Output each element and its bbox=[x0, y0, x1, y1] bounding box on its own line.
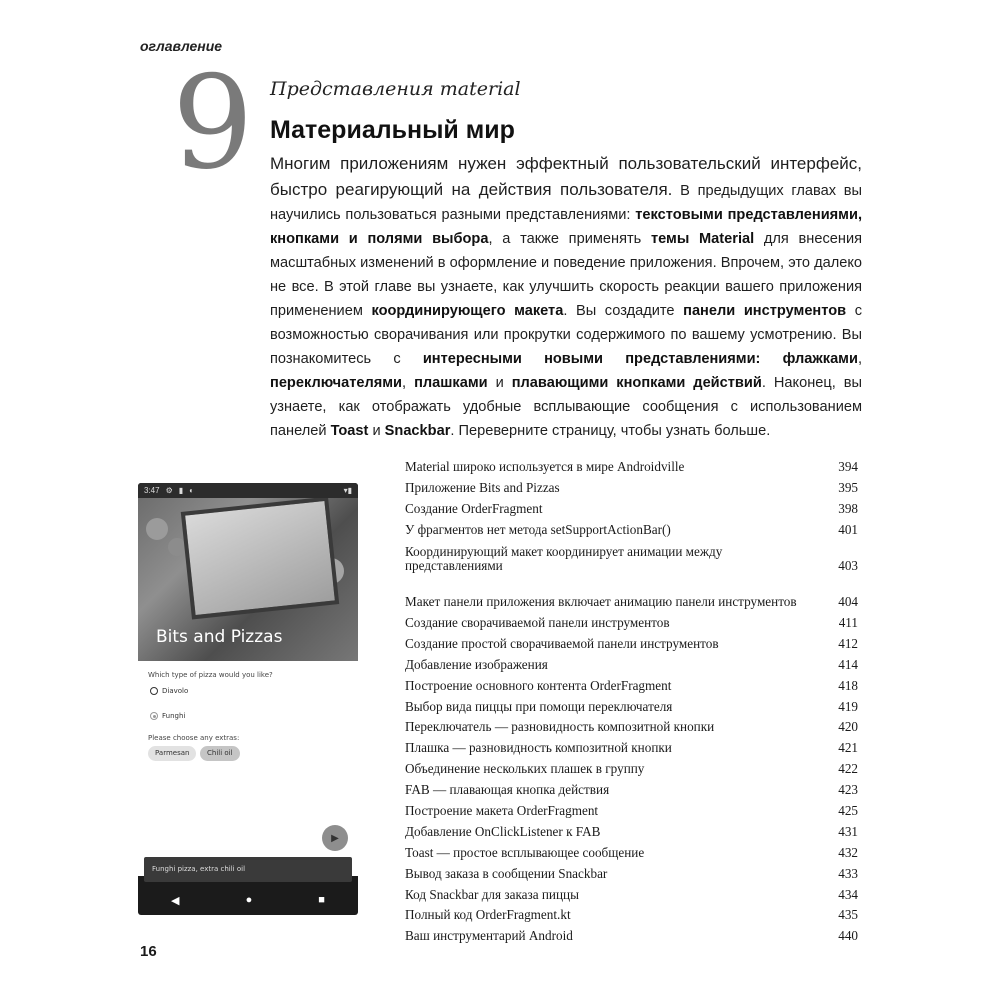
intro-bold: плашками bbox=[414, 375, 488, 391]
intro-bold: текстовыми представлениями, кнопками и полями выбора bbox=[270, 207, 863, 247]
intro-bold: переключателями bbox=[270, 375, 403, 391]
radio-label: Funghi bbox=[162, 712, 186, 720]
intro-text: В предыдущих главах вы научились пользоваться разными представлениями: bbox=[270, 183, 862, 223]
toc-entry-title: Добавление OnClickListener к FAB bbox=[405, 823, 601, 839]
toc-entry-page: 431 bbox=[838, 823, 858, 839]
toc-entry bbox=[405, 818, 858, 839]
toc-entry bbox=[405, 496, 858, 517]
intro-bold: координирующего макета bbox=[371, 303, 564, 319]
chip-chili-oil[interactable]: Chili oil bbox=[200, 746, 240, 761]
chapter-contents bbox=[405, 454, 858, 944]
toc-entry bbox=[405, 902, 858, 923]
toc-entry-page: 435 bbox=[838, 907, 858, 923]
toc-entry-title: Переключатель — разновидность композитной кнопки bbox=[405, 719, 715, 735]
tomato-icon bbox=[146, 518, 168, 540]
intro-text: , а также применять bbox=[488, 231, 651, 247]
toc-entry bbox=[405, 839, 858, 860]
intro-text: . Вы создадите bbox=[563, 303, 684, 319]
toc-entry-title: FAB — плавающая кнопка действия bbox=[405, 782, 610, 798]
toc-entry-title: Создание сворачиваемой панели инструментов bbox=[405, 614, 670, 630]
page-number: 16 bbox=[140, 943, 157, 960]
toc-entry-title: Координирующий макет координирует анимации между представлениями bbox=[405, 543, 723, 574]
toc-entry-page: 412 bbox=[838, 635, 858, 651]
snackbar: Funghi pizza, extra chili oil bbox=[144, 857, 352, 882]
intro-text: и bbox=[487, 375, 512, 391]
toc-entry bbox=[405, 454, 858, 475]
toc-entry-page: 425 bbox=[838, 802, 858, 818]
toc-entry bbox=[405, 798, 858, 819]
toc-entry-page: 404 bbox=[838, 594, 858, 610]
status-time: 3:47 bbox=[144, 486, 160, 495]
toc-entry-page: 420 bbox=[838, 719, 858, 735]
toc-entry-title: Полный код OrderFragment.kt bbox=[405, 907, 571, 923]
intro-bold: плавающими кнопками действий bbox=[511, 375, 762, 391]
intro-bold: интересными новыми представлениями: флажками bbox=[422, 351, 858, 367]
toc-entry bbox=[405, 735, 858, 756]
toc-entry bbox=[405, 574, 858, 610]
chip-parmesan[interactable]: Parmesan bbox=[148, 746, 196, 761]
toc-entry-title: Построение основного контента OrderFragment bbox=[405, 677, 672, 693]
toc-entry bbox=[405, 651, 858, 672]
chapter-title: Материальный мир bbox=[270, 116, 515, 144]
toc-entry-page: 440 bbox=[838, 928, 858, 944]
pizza-image bbox=[181, 498, 339, 619]
battery-icon: ▾▮ bbox=[343, 486, 352, 495]
toc-entry bbox=[405, 714, 858, 735]
intro-bold: темы Material bbox=[650, 231, 755, 247]
status-bar bbox=[138, 483, 358, 498]
intro-text: с возможностью сворачивания или прокрутки содержимого по вашему усмотрению. Вы познакомитесь с bbox=[270, 303, 862, 367]
intro-text: , bbox=[402, 375, 415, 391]
chapter-intro bbox=[270, 151, 862, 443]
app-bar-image bbox=[138, 498, 358, 661]
running-head: оглавление bbox=[140, 38, 223, 54]
extras-label: Please choose any extras: bbox=[148, 734, 240, 742]
toc-entry-page: 398 bbox=[838, 501, 858, 517]
toc-entry-page: 421 bbox=[838, 740, 858, 756]
toc-entry bbox=[405, 517, 858, 538]
radio-funghi[interactable] bbox=[150, 712, 185, 720]
back-icon[interactable]: ◀ bbox=[171, 894, 180, 907]
toc-entry-page: 401 bbox=[838, 522, 858, 538]
intro-text: . Переверните страницу, чтобы узнать больше. bbox=[450, 423, 771, 439]
toc-entry-page: 411 bbox=[838, 614, 858, 630]
toc-entry-page: 422 bbox=[838, 761, 858, 777]
toc-entry-title: Выбор вида пиццы при помощи переключателя bbox=[405, 698, 673, 714]
toc-entry-title: Добавление изображения bbox=[405, 656, 548, 672]
intro-text: . Наконец, вы узнаете, как отображать удобные всплывающие сообщения с использованием панелей bbox=[270, 375, 862, 439]
toc-entry bbox=[405, 777, 858, 798]
order-content bbox=[138, 661, 358, 876]
phone-screenshot bbox=[138, 483, 358, 915]
toc-entry-title: Приложение Bits and Pizzas bbox=[405, 480, 560, 496]
toc-entry-title: Плашка — разновидность композитной кнопки bbox=[405, 740, 672, 756]
toc-entry-page: 432 bbox=[838, 844, 858, 860]
toc-entry-page: 394 bbox=[838, 459, 858, 475]
toc-entry-title: У фрагментов нет метода setSupportActionBar() bbox=[405, 522, 671, 538]
radio-label: Diavolo bbox=[162, 687, 189, 695]
recents-icon[interactable]: ■ bbox=[318, 894, 325, 906]
intro-bold: панели инструментов bbox=[683, 303, 847, 319]
sd-card-icon: ▮ bbox=[178, 486, 184, 495]
toc-entry bbox=[405, 610, 858, 631]
toc-entry-title: Ваш инструментарий Android bbox=[405, 928, 573, 944]
toc-entry-page: 414 bbox=[838, 656, 858, 672]
app-title: Bits and Pizzas bbox=[156, 627, 283, 647]
toc-entry-page: 423 bbox=[838, 782, 858, 798]
toc-entry bbox=[405, 881, 858, 902]
toc-entry-title: Toast — простое всплывающее сообщение bbox=[405, 844, 645, 860]
intro-bold: Snackbar bbox=[384, 423, 451, 439]
toc-entry-page: 403 bbox=[838, 558, 858, 574]
intro-text: для внесения масштабных изменений в оформление и поведение приложения. Впрочем, это далеко не все. В этой главе вы узнаете, как улучшить скорость реакции вашего приложения применением bbox=[270, 231, 863, 319]
toc-entry-page: 434 bbox=[838, 886, 858, 902]
toc-entry bbox=[405, 923, 858, 944]
toc-entry-title: Построение макета OrderFragment bbox=[405, 802, 599, 818]
toc-entry bbox=[405, 630, 858, 651]
toc-entry-title: Material широко используется в мире Androidville bbox=[405, 459, 685, 475]
toc-entry-page: 433 bbox=[838, 865, 858, 881]
sync-icon: ◐ bbox=[189, 486, 194, 495]
radio-checked-icon[interactable] bbox=[150, 712, 158, 720]
toc-entry bbox=[405, 756, 858, 777]
toc-entry bbox=[405, 860, 858, 881]
toc-entry-title: Создание простой сворачиваемой панели инструментов bbox=[405, 635, 719, 651]
intro-bold: Toast bbox=[330, 423, 369, 439]
intro-lead: Многим приложениям нужен эффектный пользовательский интерфейс, быстро реагирующий на действия пользователя. bbox=[270, 154, 862, 199]
play-icon: ▶ bbox=[331, 832, 339, 844]
radio-icon[interactable] bbox=[150, 687, 158, 695]
chapter-kicker: Представления material bbox=[270, 78, 521, 100]
toc-entry-title: Макет панели приложения включает анимацию панели инструментов bbox=[405, 594, 797, 610]
chapter-number: 9 bbox=[172, 49, 254, 198]
toc-entry bbox=[405, 538, 858, 574]
toc-entry bbox=[405, 475, 858, 496]
toc-entry-page: 395 bbox=[838, 480, 858, 496]
intro-text: , bbox=[857, 351, 863, 367]
nav-bar bbox=[138, 885, 358, 915]
toc-entry-title: Объединение нескольких плашек в группу bbox=[405, 761, 645, 777]
fab-button[interactable] bbox=[322, 825, 348, 851]
gear-icon: ⚙ bbox=[165, 486, 173, 495]
toc-entry-title: Код Snackbar для заказа пиццы bbox=[405, 886, 579, 902]
toc-entry-page: 419 bbox=[838, 698, 858, 714]
pizza-question: Which type of pizza would you like? bbox=[148, 671, 273, 679]
toc-entry bbox=[405, 672, 858, 693]
toc-entry-title: Вывод заказа в сообщении Snackbar bbox=[405, 865, 608, 881]
toc-entry-title: Создание OrderFragment bbox=[405, 501, 543, 517]
toc-entry bbox=[405, 693, 858, 714]
radio-diavolo[interactable] bbox=[150, 687, 188, 695]
home-icon[interactable]: ● bbox=[245, 894, 253, 906]
intro-text: и bbox=[368, 423, 385, 439]
toc-entry-page: 418 bbox=[838, 677, 858, 693]
